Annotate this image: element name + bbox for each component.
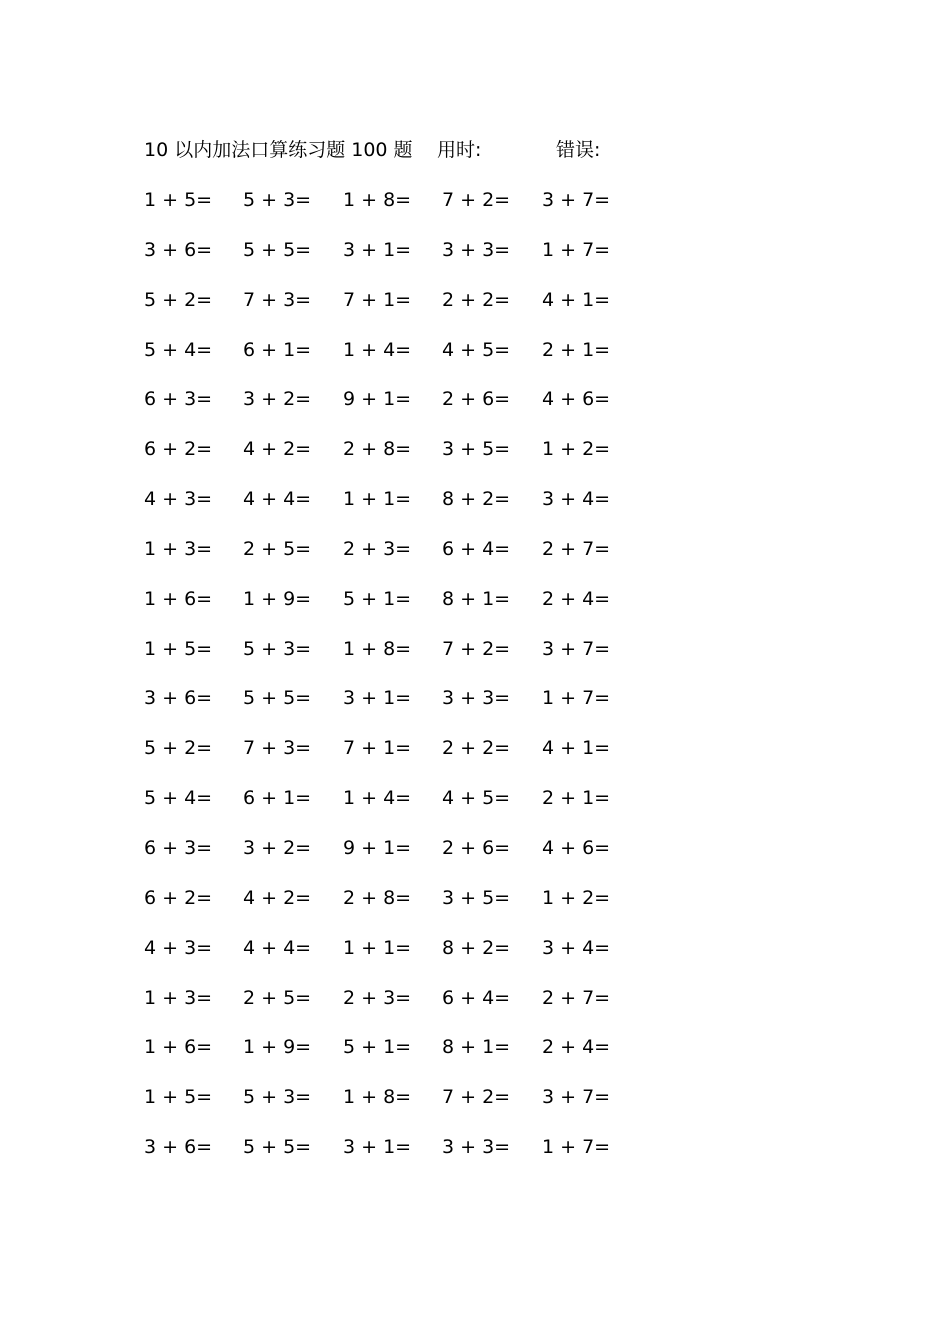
problem-row: [144, 684, 664, 734]
addition-problem: 2 + 2=: [442, 737, 511, 760]
problem-row: [144, 984, 664, 1034]
addition-problem: 3 + 1=: [343, 238, 412, 261]
addition-problem: 3 + 7=: [542, 1086, 611, 1109]
addition-problem: 6 + 1=: [243, 338, 312, 361]
addition-problem: 3 + 5=: [442, 886, 511, 909]
problem-row: [144, 1083, 664, 1133]
addition-problem: 1 + 9=: [243, 1036, 312, 1059]
problem-row: [144, 934, 664, 984]
addition-problem: 5 + 1=: [343, 587, 412, 610]
addition-problem: 3 + 4=: [542, 936, 611, 959]
addition-problem: 2 + 4=: [542, 1036, 611, 1059]
addition-problem: 2 + 3=: [343, 986, 412, 1009]
addition-problem: 3 + 7=: [542, 637, 611, 660]
addition-problem: 1 + 2=: [542, 886, 611, 909]
addition-problem: 3 + 7=: [542, 189, 611, 211]
addition-problem: 3 + 6=: [144, 1136, 213, 1159]
addition-problem: 1 + 4=: [343, 338, 412, 361]
addition-problem: 4 + 5=: [442, 787, 511, 810]
addition-problem: 1 + 1=: [343, 488, 412, 511]
addition-problem: 1 + 4=: [343, 787, 412, 810]
addition-problem: 4 + 6=: [542, 836, 611, 859]
addition-problem: 7 + 1=: [343, 288, 412, 311]
addition-problem: 1 + 7=: [542, 687, 611, 710]
addition-problem: 7 + 2=: [442, 189, 511, 211]
addition-problem: 5 + 5=: [243, 687, 312, 710]
addition-problem: 3 + 6=: [144, 687, 213, 710]
addition-problem: 7 + 2=: [442, 1086, 511, 1109]
addition-problem: 5 + 2=: [144, 737, 213, 760]
addition-problem: 6 + 1=: [243, 787, 312, 810]
addition-problem: 2 + 8=: [343, 438, 412, 461]
addition-problem: 2 + 8=: [343, 886, 412, 909]
problem-row: [144, 884, 664, 934]
problem-row: [144, 734, 664, 784]
problem-row: [144, 1033, 664, 1083]
addition-problem: 3 + 3=: [442, 1136, 511, 1159]
addition-problem: 6 + 2=: [144, 886, 213, 909]
addition-problem: 1 + 5=: [144, 1086, 213, 1109]
problem-row: [144, 585, 664, 635]
problem-row: [144, 485, 664, 535]
addition-problem: 3 + 2=: [243, 836, 312, 859]
addition-problem: 5 + 3=: [243, 189, 312, 211]
addition-problem: 3 + 6=: [144, 238, 213, 261]
addition-problem: 7 + 1=: [343, 737, 412, 760]
addition-problem: 7 + 2=: [442, 637, 511, 660]
addition-problem: 8 + 2=: [442, 936, 511, 959]
problem-row: [144, 1133, 664, 1183]
addition-problem: 2 + 6=: [442, 836, 511, 859]
addition-problem: 4 + 1=: [542, 288, 611, 311]
addition-problem: 1 + 1=: [343, 936, 412, 959]
addition-problem: 2 + 1=: [542, 787, 611, 810]
problem-row: [144, 385, 664, 435]
addition-problem: 2 + 3=: [343, 537, 412, 560]
addition-problem: 1 + 5=: [144, 637, 213, 660]
addition-problem: 4 + 2=: [243, 886, 312, 909]
addition-problem: 1 + 3=: [144, 986, 213, 1009]
addition-problem: 2 + 5=: [243, 537, 312, 560]
addition-problem: 5 + 3=: [243, 637, 312, 660]
addition-problem: 4 + 3=: [144, 936, 213, 959]
addition-problem: 5 + 4=: [144, 787, 213, 810]
addition-problem: 3 + 4=: [542, 488, 611, 511]
addition-problem: 4 + 6=: [542, 388, 611, 411]
addition-problem: 9 + 1=: [343, 388, 412, 411]
addition-problem: 2 + 6=: [442, 388, 511, 411]
addition-problem: 2 + 7=: [542, 986, 611, 1009]
problem-row: [144, 186, 664, 236]
addition-problem: 1 + 7=: [542, 238, 611, 261]
addition-problem: 3 + 3=: [442, 238, 511, 261]
addition-problem: 8 + 1=: [442, 1036, 511, 1059]
addition-problem: 8 + 1=: [442, 587, 511, 610]
addition-problem: 4 + 4=: [243, 936, 312, 959]
addition-problem: 1 + 7=: [542, 1136, 611, 1159]
addition-problem: 6 + 3=: [144, 388, 213, 411]
problem-row: [144, 435, 664, 485]
addition-problem: 3 + 5=: [442, 438, 511, 461]
addition-problem: 5 + 5=: [243, 1136, 312, 1159]
errors-label: 错误:: [556, 139, 601, 161]
addition-problem: 2 + 1=: [542, 338, 611, 361]
addition-problem: 1 + 8=: [343, 637, 412, 660]
addition-problem: 6 + 3=: [144, 836, 213, 859]
addition-problem: 7 + 3=: [243, 288, 312, 311]
addition-problem: 6 + 4=: [442, 537, 511, 560]
problem-row: [144, 784, 664, 834]
addition-problem: 1 + 6=: [144, 1036, 213, 1059]
addition-problem: 2 + 5=: [243, 986, 312, 1009]
addition-problem: 1 + 8=: [343, 189, 412, 211]
addition-problem: 3 + 2=: [243, 388, 312, 411]
addition-problem: 5 + 1=: [343, 1036, 412, 1059]
time-used-label: 用时:: [437, 139, 482, 161]
addition-problem: 7 + 3=: [243, 737, 312, 760]
addition-problem: 4 + 5=: [442, 338, 511, 361]
addition-problem: 1 + 8=: [343, 1086, 412, 1109]
addition-problem: 1 + 3=: [144, 537, 213, 560]
problem-row: [144, 535, 664, 585]
addition-problem: 3 + 3=: [442, 687, 511, 710]
addition-problem: 8 + 2=: [442, 488, 511, 511]
addition-problem: 5 + 5=: [243, 238, 312, 261]
addition-problem: 2 + 2=: [442, 288, 511, 311]
addition-problem: 5 + 4=: [144, 338, 213, 361]
addition-problem: 6 + 2=: [144, 438, 213, 461]
addition-problem: 5 + 3=: [243, 1086, 312, 1109]
problem-grid: [144, 186, 664, 1183]
addition-problem: 1 + 2=: [542, 438, 611, 461]
addition-problem: 4 + 2=: [243, 438, 312, 461]
worksheet-title: 10 以内加法口算练习题 100 题: [144, 139, 413, 161]
addition-problem: 4 + 4=: [243, 488, 312, 511]
addition-problem: 5 + 2=: [144, 288, 213, 311]
addition-problem: 2 + 4=: [542, 587, 611, 610]
addition-problem: 4 + 1=: [542, 737, 611, 760]
addition-problem: 3 + 1=: [343, 1136, 412, 1159]
addition-problem: 6 + 4=: [442, 986, 511, 1009]
addition-problem: 3 + 1=: [343, 687, 412, 710]
addition-problem: 1 + 5=: [144, 189, 213, 211]
addition-problem: 9 + 1=: [343, 836, 412, 859]
problem-row: [144, 635, 664, 685]
addition-problem: 1 + 6=: [144, 587, 213, 610]
worksheet-header: [144, 136, 644, 164]
problem-row: [144, 236, 664, 286]
problem-row: [144, 336, 664, 386]
addition-problem: 4 + 3=: [144, 488, 213, 511]
addition-problem: 1 + 9=: [243, 587, 312, 610]
problem-row: [144, 286, 664, 336]
addition-problem: 2 + 7=: [542, 537, 611, 560]
problem-row: [144, 834, 664, 884]
